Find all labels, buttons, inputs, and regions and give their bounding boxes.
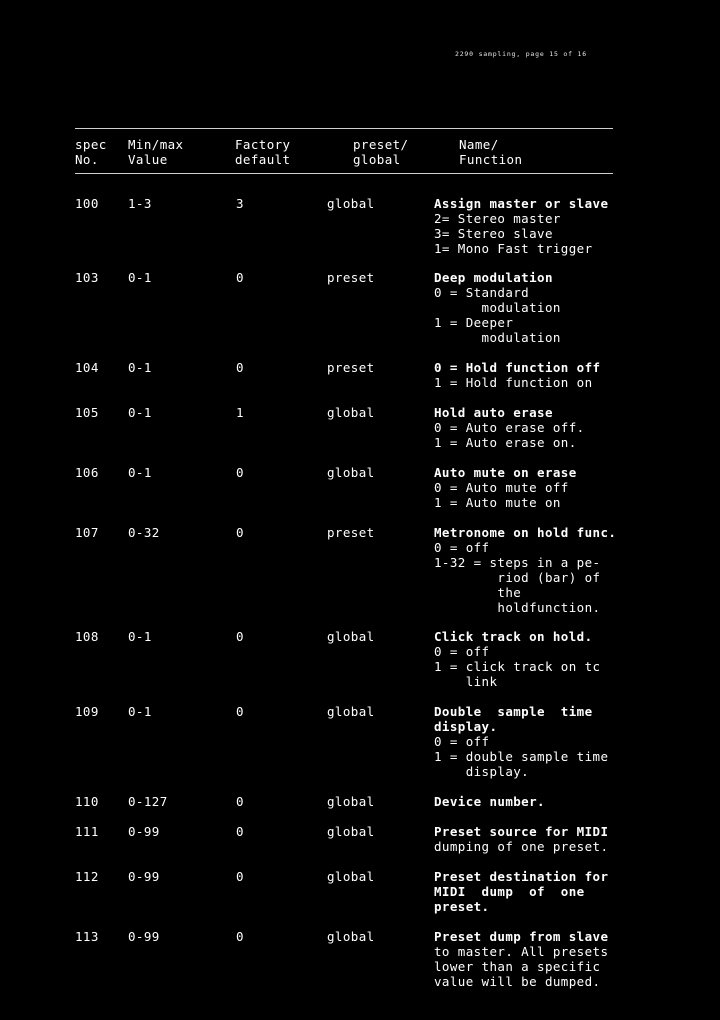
factory-default: 0	[236, 629, 244, 644]
function-line: 0 = off	[434, 540, 490, 555]
header-line: spec	[75, 137, 107, 152]
function-title: Click track on hold.	[434, 629, 593, 644]
preset-global: global	[327, 629, 375, 644]
function-description	[434, 196, 622, 256]
spec-number: 105	[75, 405, 99, 420]
function-description	[434, 869, 622, 914]
page-header: 2290 sampling, page 15 of 16	[455, 50, 587, 58]
function-description	[434, 360, 622, 390]
factory-default: 0	[236, 525, 244, 540]
factory-default: 0	[236, 465, 244, 480]
spec-number: 112	[75, 869, 99, 884]
function-description	[434, 704, 622, 779]
min-max-value: 0-1	[128, 629, 152, 644]
preset-global: global	[327, 794, 375, 809]
function-description	[434, 794, 622, 809]
function-description	[434, 525, 622, 615]
min-max-value: 0-1	[128, 704, 152, 719]
function-title: Preset destination for	[434, 869, 609, 884]
function-line: lower than a specific	[434, 959, 601, 974]
column-header-factory	[235, 137, 290, 167]
preset-global: preset	[327, 525, 375, 540]
function-line: 1-32 = steps in a pe-	[434, 555, 601, 570]
preset-global: preset	[327, 270, 375, 285]
function-line: modulation	[434, 330, 561, 345]
preset-global: global	[327, 869, 375, 884]
function-title: Double sample time	[434, 704, 593, 719]
factory-default: 3	[236, 196, 244, 211]
function-line: 0 = Hold function off	[434, 360, 601, 375]
header-line: Value	[128, 152, 168, 167]
function-line: display.	[434, 764, 530, 779]
spec-number: 103	[75, 270, 99, 285]
min-max-value: 0-127	[128, 794, 168, 809]
min-max-value: 0-1	[128, 270, 152, 285]
preset-global: global	[327, 196, 375, 211]
function-description	[434, 405, 622, 450]
header-line: Name/	[459, 137, 499, 152]
function-line: 3= Stereo slave	[434, 226, 553, 241]
function-description	[434, 270, 622, 345]
column-header-preset	[353, 137, 408, 167]
function-line: 0 = off	[434, 644, 490, 659]
min-max-value: 0-99	[128, 929, 160, 944]
function-line: 1= Mono Fast trigger	[434, 241, 593, 256]
function-title: Deep modulation	[434, 270, 553, 285]
preset-global: global	[327, 824, 375, 839]
spec-number: 108	[75, 629, 99, 644]
preset-global: global	[327, 929, 375, 944]
spec-number: 104	[75, 360, 99, 375]
function-line: value will be dumped.	[434, 974, 601, 989]
factory-default: 0	[236, 704, 244, 719]
spec-number: 106	[75, 465, 99, 480]
function-line: 0 = Auto erase off.	[434, 420, 585, 435]
function-line: 1 = Deeper	[434, 315, 514, 330]
factory-default: 0	[236, 360, 244, 375]
function-line: MIDI dump of one	[434, 884, 585, 899]
spec-number: 107	[75, 525, 99, 540]
min-max-value: 0-99	[128, 869, 160, 884]
table-top-rule	[75, 128, 613, 129]
function-title: Hold auto erase	[434, 405, 553, 420]
function-title: Auto mute on erase	[434, 465, 577, 480]
function-line: riod (bar) of	[434, 570, 601, 585]
header-line: default	[235, 152, 291, 167]
function-line: 1 = click track on tc	[434, 659, 601, 674]
function-title: Assign master or slave	[434, 196, 609, 211]
function-line: to master. All presets	[434, 944, 609, 959]
min-max-value: 0-1	[128, 465, 152, 480]
factory-default: 0	[236, 270, 244, 285]
preset-global: preset	[327, 360, 375, 375]
function-line: 0 = off	[434, 734, 490, 749]
function-title: Device number.	[434, 794, 545, 809]
header-line: Min/max	[128, 137, 184, 152]
function-line: 1 = Auto mute on	[434, 495, 561, 510]
factory-default: 1	[236, 405, 244, 420]
function-title: Preset source for MIDI	[434, 824, 609, 839]
spec-number: 111	[75, 824, 99, 839]
preset-global: global	[327, 465, 375, 480]
function-line: link	[434, 674, 498, 689]
function-description	[434, 465, 622, 510]
spec-number: 109	[75, 704, 99, 719]
column-header-spec	[75, 137, 107, 167]
min-max-value: 0-32	[128, 525, 160, 540]
header-line: global	[353, 152, 401, 167]
column-header-minmax	[128, 137, 183, 167]
function-title: Preset dump from slave	[434, 929, 609, 944]
spec-number: 110	[75, 794, 99, 809]
function-line: holdfunction.	[434, 600, 601, 615]
function-title: Metronome on hold func.	[434, 525, 617, 540]
function-line: the	[434, 585, 522, 600]
column-header-name	[459, 137, 522, 167]
factory-default: 0	[236, 824, 244, 839]
header-line: Factory	[235, 137, 291, 152]
header-line: preset/	[353, 137, 409, 152]
function-line: 1 = double sample time	[434, 749, 609, 764]
factory-default: 0	[236, 929, 244, 944]
min-max-value: 0-1	[128, 360, 152, 375]
min-max-value: 0-1	[128, 405, 152, 420]
function-line: 1 = Hold function on	[434, 375, 593, 390]
spec-number: 113	[75, 929, 99, 944]
function-description	[434, 929, 622, 989]
factory-default: 0	[236, 869, 244, 884]
function-line: display.	[434, 719, 498, 734]
function-line: 1 = Auto erase on.	[434, 435, 577, 450]
function-description	[434, 824, 622, 854]
function-line: dumping of one preset.	[434, 839, 609, 854]
function-description	[434, 629, 622, 689]
header-line: Function	[459, 152, 523, 167]
preset-global: global	[327, 704, 375, 719]
min-max-value: 0-99	[128, 824, 160, 839]
factory-default: 0	[236, 794, 244, 809]
function-line: 0 = Auto mute off	[434, 480, 569, 495]
preset-global: global	[327, 405, 375, 420]
function-line: 0 = Standard	[434, 285, 530, 300]
min-max-value: 1-3	[128, 196, 152, 211]
spec-number: 100	[75, 196, 99, 211]
function-line: 2= Stereo master	[434, 211, 561, 226]
header-line: No.	[75, 152, 99, 167]
function-line: preset.	[434, 899, 490, 914]
function-line: modulation	[434, 300, 561, 315]
table-header-rule	[75, 173, 613, 174]
